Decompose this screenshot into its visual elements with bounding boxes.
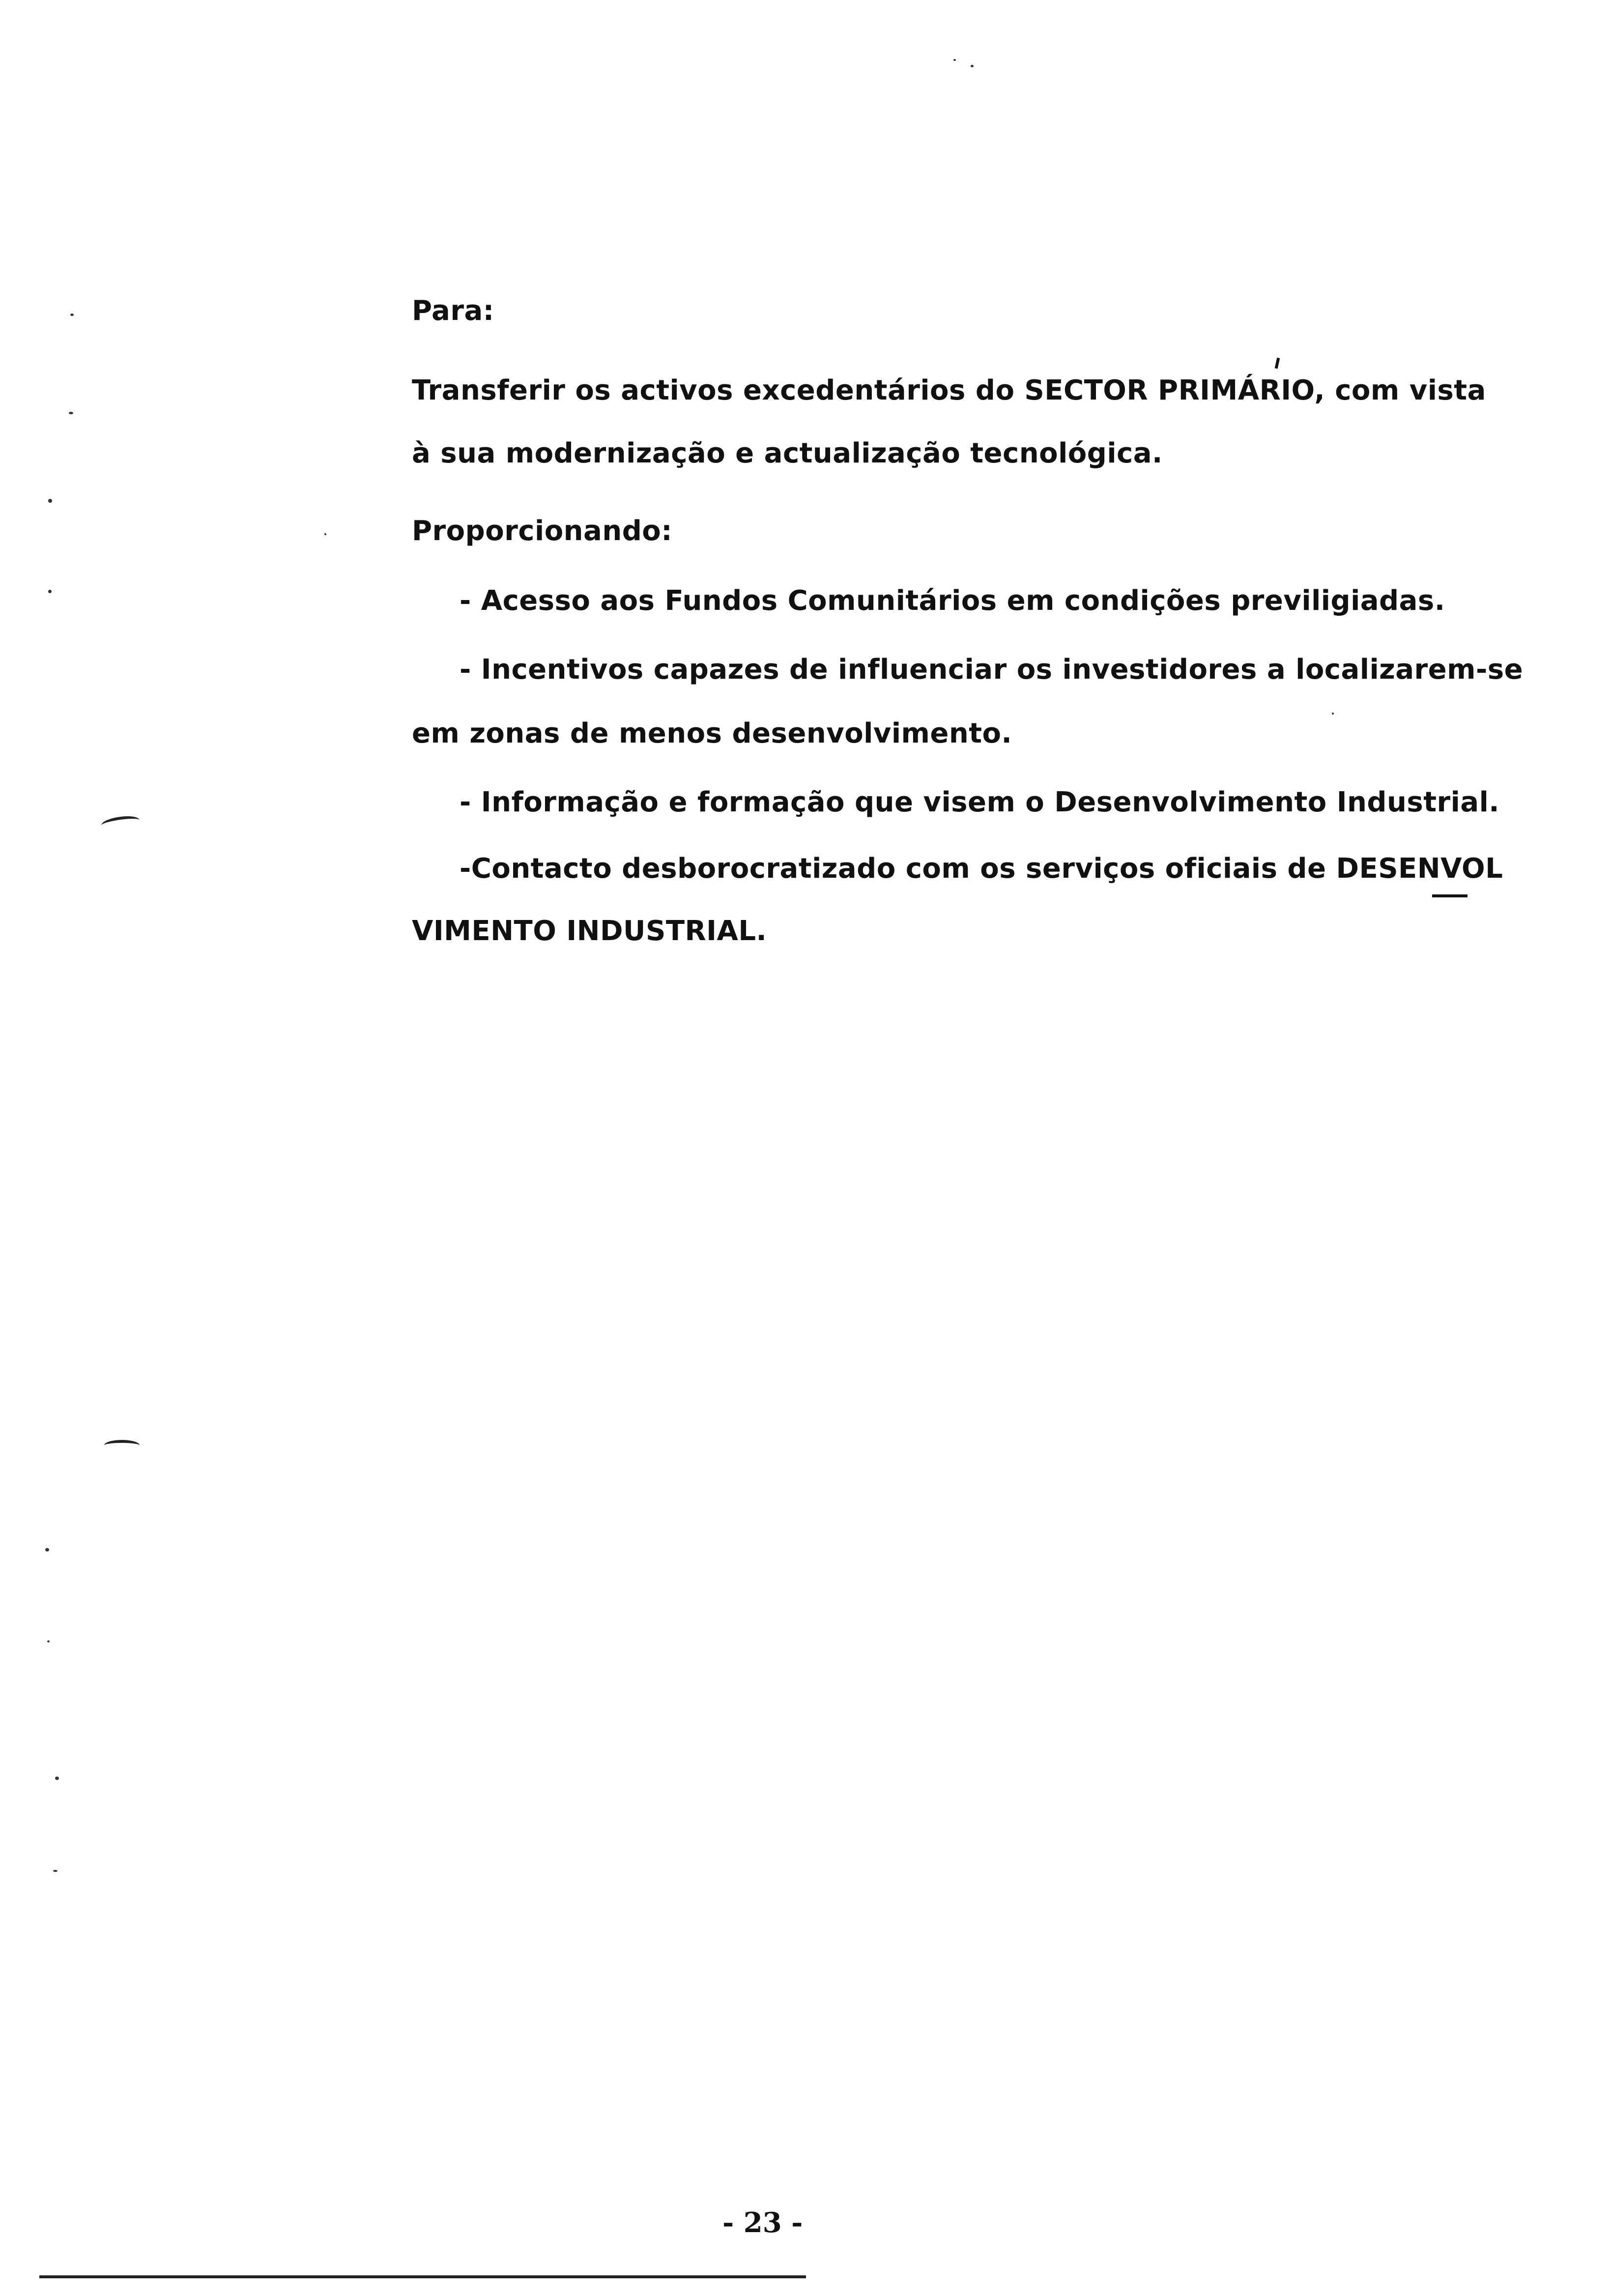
heading-para: Para: bbox=[412, 295, 494, 327]
bottom-rule bbox=[39, 2275, 806, 2278]
scan-speck bbox=[324, 533, 326, 535]
scan-speck bbox=[53, 1870, 58, 1872]
list-item-1: - Acesso aos Fundos Comunitários em condições previligiadas. bbox=[460, 585, 1445, 617]
scan-speck bbox=[48, 590, 52, 593]
scan-speck bbox=[1332, 713, 1334, 715]
page-number: - 23 - bbox=[722, 2207, 803, 2239]
underline-mark bbox=[1432, 894, 1468, 897]
scan-speck bbox=[48, 499, 52, 503]
scan-speck bbox=[47, 1640, 50, 1642]
scan-speck bbox=[55, 1777, 59, 1780]
list-item-4-line-1: -Contacto desborocratizado com os serviços oficiais de DESENVOL bbox=[460, 853, 1503, 885]
heading-proporcionando: Proporcionando: bbox=[412, 515, 673, 547]
scan-speck bbox=[70, 314, 74, 316]
para-line-1: Transferir os activos excedentários do SECTOR PRIMÁRIO, com vista bbox=[412, 374, 1486, 406]
scan-speck bbox=[45, 1548, 49, 1551]
list-item-3: - Informação e formação que visem o Desenvolvimento Industrial. bbox=[460, 786, 1500, 818]
scan-speck bbox=[953, 59, 956, 61]
para-line-2: à sua modernização e actualização tecnológica. bbox=[412, 437, 1163, 469]
list-item-2-line-2: em zonas de menos desenvolvimento. bbox=[412, 718, 1012, 749]
scan-speck bbox=[69, 412, 73, 414]
accent-mark bbox=[1275, 358, 1280, 369]
scan-arc bbox=[101, 814, 141, 832]
scan-speck bbox=[971, 65, 974, 67]
scan-arc bbox=[104, 1440, 140, 1451]
list-item-2-line-1: - Incentivos capazes de influenciar os investidores a localizarem-se bbox=[460, 654, 1524, 686]
list-item-4-line-2: VIMENTO INDUSTRIAL. bbox=[412, 915, 767, 947]
